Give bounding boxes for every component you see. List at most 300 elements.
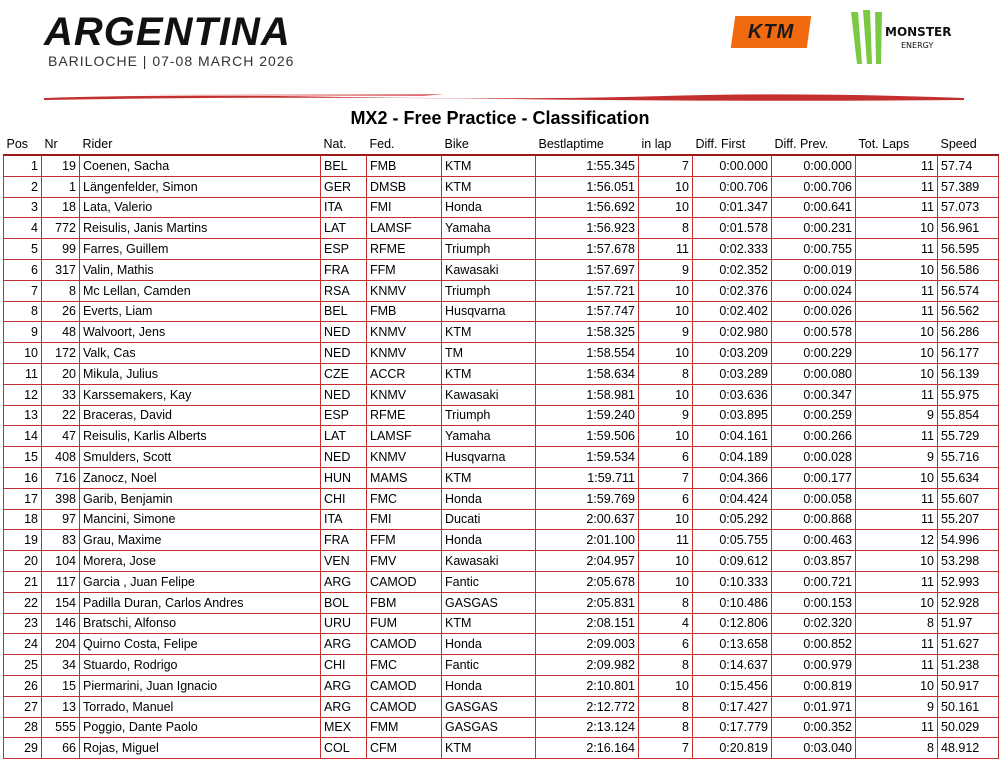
cell-fed: FUM (367, 613, 442, 634)
monster-energy-logo (845, 8, 957, 66)
cell-tot-laps: 10 (856, 343, 938, 364)
cell-pos: 15 (4, 447, 42, 468)
cell-in-lap: 6 (639, 488, 693, 509)
cell-diff-prev: 0:00.028 (772, 447, 856, 468)
event-title: ARGENTINA (44, 10, 291, 54)
cell-speed: 52.993 (938, 571, 999, 592)
cell-nr: 772 (42, 218, 80, 239)
cell-bike: KTM (442, 176, 536, 197)
cell-bike: Honda (442, 675, 536, 696)
cell-rider: Zanocz, Noel (80, 467, 321, 488)
cell-diff-first: 0:00.000 (693, 155, 772, 176)
cell-pos: 10 (4, 343, 42, 364)
cell-rider: Valk, Cas (80, 343, 321, 364)
cell-nr: 15 (42, 675, 80, 696)
cell-pos: 12 (4, 384, 42, 405)
cell-nat: LAT (321, 426, 367, 447)
cell-rider: Coenen, Sacha (80, 155, 321, 176)
cell-pos: 22 (4, 592, 42, 613)
cell-bestlaptime: 1:56.051 (536, 176, 639, 197)
cell-bike: Husqvarna (442, 301, 536, 322)
cell-fed: FMI (367, 509, 442, 530)
cell-rider: Grau, Maxime (80, 530, 321, 551)
table-row (4, 384, 999, 405)
cell-pos: 26 (4, 675, 42, 696)
cell-diff-prev: 0:00.979 (772, 655, 856, 676)
cell-diff-first: 0:10.486 (693, 592, 772, 613)
cell-diff-prev: 0:00.706 (772, 176, 856, 197)
cell-rider: Piermarini, Juan Ignacio (80, 675, 321, 696)
cell-bestlaptime: 2:16.164 (536, 738, 639, 759)
cell-bike: Kawasaki (442, 384, 536, 405)
cell-fed: FMC (367, 488, 442, 509)
cell-speed: 57.74 (938, 155, 999, 176)
cell-nat: VEN (321, 551, 367, 572)
table-row (4, 509, 999, 530)
cell-rider: Rojas, Miguel (80, 738, 321, 759)
cell-diff-first: 0:02.402 (693, 301, 772, 322)
cell-fed: LAMSF (367, 426, 442, 447)
table-row (4, 301, 999, 322)
cell-diff-prev: 0:00.259 (772, 405, 856, 426)
cell-bike: KTM (442, 155, 536, 176)
cell-nat: ARG (321, 675, 367, 696)
cell-diff-prev: 0:00.058 (772, 488, 856, 509)
cell-diff-prev: 0:01.971 (772, 696, 856, 717)
cell-bestlaptime: 1:59.769 (536, 488, 639, 509)
cell-fed: FMB (367, 155, 442, 176)
cell-nr: 172 (42, 343, 80, 364)
cell-in-lap: 9 (639, 322, 693, 343)
table-row (4, 239, 999, 260)
cell-tot-laps: 11 (856, 717, 938, 738)
cell-pos: 14 (4, 426, 42, 447)
cell-diff-prev: 0:00.019 (772, 259, 856, 280)
cell-bike: Ducati (442, 509, 536, 530)
cell-bike: KTM (442, 467, 536, 488)
cell-diff-first: 0:01.578 (693, 218, 772, 239)
cell-pos: 13 (4, 405, 42, 426)
cell-speed: 55.207 (938, 509, 999, 530)
cell-speed: 50.161 (938, 696, 999, 717)
cell-pos: 3 (4, 197, 42, 218)
cell-fed: FFM (367, 259, 442, 280)
table-row (4, 197, 999, 218)
cell-pos: 11 (4, 363, 42, 384)
cell-bike: Fantic (442, 571, 536, 592)
cell-nr: 716 (42, 467, 80, 488)
cell-tot-laps: 11 (856, 301, 938, 322)
cell-bestlaptime: 2:09.982 (536, 655, 639, 676)
cell-diff-prev: 0:00.868 (772, 509, 856, 530)
cell-in-lap: 8 (639, 592, 693, 613)
cell-nat: GER (321, 176, 367, 197)
cell-rider: Mancini, Simone (80, 509, 321, 530)
cell-in-lap: 10 (639, 551, 693, 572)
cell-tot-laps: 11 (856, 155, 938, 176)
cell-fed: CAMOD (367, 571, 442, 592)
cell-nat: ITA (321, 197, 367, 218)
cell-bike: KTM (442, 738, 536, 759)
cell-fed: FMV (367, 551, 442, 572)
cell-tot-laps: 11 (856, 655, 938, 676)
cell-nr: 34 (42, 655, 80, 676)
cell-nr: 66 (42, 738, 80, 759)
cell-pos: 9 (4, 322, 42, 343)
col-header-pos: Pos (4, 134, 42, 155)
cell-tot-laps: 10 (856, 322, 938, 343)
cell-diff-prev: 0:03.040 (772, 738, 856, 759)
cell-fed: CFM (367, 738, 442, 759)
cell-nr: 117 (42, 571, 80, 592)
cell-bike: Yamaha (442, 218, 536, 239)
cell-diff-first: 0:04.161 (693, 426, 772, 447)
cell-fed: CAMOD (367, 696, 442, 717)
cell-in-lap: 10 (639, 571, 693, 592)
cell-bike: Fantic (442, 655, 536, 676)
cell-pos: 4 (4, 218, 42, 239)
cell-rider: Torrado, Manuel (80, 696, 321, 717)
cell-rider: Quirno Costa, Felipe (80, 634, 321, 655)
cell-tot-laps: 11 (856, 571, 938, 592)
cell-diff-first: 0:09.612 (693, 551, 772, 572)
cell-nat: FRA (321, 530, 367, 551)
cell-diff-prev: 0:00.721 (772, 571, 856, 592)
cell-diff-first: 0:04.366 (693, 467, 772, 488)
cell-fed: KNMV (367, 322, 442, 343)
cell-in-lap: 10 (639, 176, 693, 197)
cell-nr: 97 (42, 509, 80, 530)
cell-speed: 56.562 (938, 301, 999, 322)
cell-speed: 55.854 (938, 405, 999, 426)
cell-pos: 25 (4, 655, 42, 676)
cell-speed: 52.928 (938, 592, 999, 613)
cell-diff-first: 0:15.456 (693, 675, 772, 696)
cell-diff-first: 0:03.895 (693, 405, 772, 426)
cell-in-lap: 7 (639, 738, 693, 759)
cell-bike: Triumph (442, 239, 536, 260)
cell-rider: Padilla Duran, Carlos Andres (80, 592, 321, 613)
cell-bike: TM (442, 343, 536, 364)
cell-fed: MAMS (367, 467, 442, 488)
cell-bestlaptime: 1:57.747 (536, 301, 639, 322)
cell-nat: ESP (321, 239, 367, 260)
cell-pos: 7 (4, 280, 42, 301)
page-title: MX2 - Free Practice - Classification (350, 108, 650, 128)
cell-pos: 27 (4, 696, 42, 717)
cell-nat: NED (321, 384, 367, 405)
cell-nr: 33 (42, 384, 80, 405)
cell-diff-prev: 0:03.857 (772, 551, 856, 572)
table-row (4, 343, 999, 364)
cell-speed: 56.286 (938, 322, 999, 343)
cell-bestlaptime: 1:58.325 (536, 322, 639, 343)
cell-tot-laps: 10 (856, 218, 938, 239)
cell-bestlaptime: 1:58.634 (536, 363, 639, 384)
cell-bike: KTM (442, 363, 536, 384)
table-row (4, 447, 999, 468)
cell-speed: 55.716 (938, 447, 999, 468)
cell-tot-laps: 11 (856, 509, 938, 530)
cell-fed: FBM (367, 592, 442, 613)
cell-bike: Honda (442, 488, 536, 509)
cell-nat: BOL (321, 592, 367, 613)
cell-fed: FMB (367, 301, 442, 322)
cell-bestlaptime: 2:05.831 (536, 592, 639, 613)
cell-bestlaptime: 2:09.003 (536, 634, 639, 655)
cell-tot-laps: 10 (856, 675, 938, 696)
cell-fed: KNMV (367, 343, 442, 364)
cell-nat: BEL (321, 155, 367, 176)
cell-tot-laps: 11 (856, 634, 938, 655)
cell-fed: KNMV (367, 447, 442, 468)
cell-rider: Garib, Benjamin (80, 488, 321, 509)
cell-bestlaptime: 1:59.534 (536, 447, 639, 468)
cell-in-lap: 8 (639, 218, 693, 239)
cell-in-lap: 8 (639, 717, 693, 738)
cell-bestlaptime: 1:59.506 (536, 426, 639, 447)
col-header-diff-prev: Diff. Prev. (772, 134, 856, 155)
cell-diff-first: 0:20.819 (693, 738, 772, 759)
cell-bike: Kawasaki (442, 551, 536, 572)
cell-in-lap: 10 (639, 384, 693, 405)
cell-pos: 5 (4, 239, 42, 260)
cell-rider: Mc Lellan, Camden (80, 280, 321, 301)
cell-diff-prev: 0:00.229 (772, 343, 856, 364)
table-row (4, 280, 999, 301)
cell-diff-prev: 0:00.000 (772, 155, 856, 176)
cell-nat: ARG (321, 634, 367, 655)
col-header-rider: Rider (80, 134, 321, 155)
cell-in-lap: 10 (639, 197, 693, 218)
cell-speed: 50.917 (938, 675, 999, 696)
cell-diff-prev: 0:00.177 (772, 467, 856, 488)
col-header-nr: Nr (42, 134, 80, 155)
cell-fed: FMC (367, 655, 442, 676)
cell-bestlaptime: 2:05.678 (536, 571, 639, 592)
cell-tot-laps: 8 (856, 613, 938, 634)
cell-tot-laps: 8 (856, 738, 938, 759)
cell-diff-prev: 0:00.352 (772, 717, 856, 738)
cell-diff-prev: 0:00.231 (772, 218, 856, 239)
cell-rider: Everts, Liam (80, 301, 321, 322)
cell-diff-prev: 0:00.852 (772, 634, 856, 655)
cell-rider: Morera, Jose (80, 551, 321, 572)
cell-nr: 48 (42, 322, 80, 343)
cell-diff-first: 0:04.424 (693, 488, 772, 509)
cell-pos: 21 (4, 571, 42, 592)
cell-rider: Farres, Guillem (80, 239, 321, 260)
cell-fed: FFM (367, 530, 442, 551)
cell-fed: RFME (367, 405, 442, 426)
cell-in-lap: 10 (639, 509, 693, 530)
cell-in-lap: 8 (639, 363, 693, 384)
cell-fed: KNMV (367, 280, 442, 301)
cell-speed: 56.139 (938, 363, 999, 384)
cell-bestlaptime: 1:57.697 (536, 259, 639, 280)
cell-diff-first: 0:03.289 (693, 363, 772, 384)
cell-speed: 51.627 (938, 634, 999, 655)
cell-in-lap: 10 (639, 343, 693, 364)
table-row (4, 155, 999, 176)
cell-speed: 57.389 (938, 176, 999, 197)
cell-nat: RSA (321, 280, 367, 301)
cell-rider: Valin, Mathis (80, 259, 321, 280)
cell-nat: MEX (321, 717, 367, 738)
table-row (4, 363, 999, 384)
cell-speed: 54.996 (938, 530, 999, 551)
table-header-row (4, 134, 999, 155)
cell-tot-laps: 9 (856, 696, 938, 717)
cell-nr: 555 (42, 717, 80, 738)
cell-speed: 56.574 (938, 280, 999, 301)
classification-table (3, 134, 999, 759)
cell-tot-laps: 10 (856, 592, 938, 613)
cell-bike: Husqvarna (442, 447, 536, 468)
cell-diff-first: 0:03.636 (693, 384, 772, 405)
cell-pos: 1 (4, 155, 42, 176)
cell-fed: ACCR (367, 363, 442, 384)
cell-nr: 408 (42, 447, 80, 468)
table-row (4, 613, 999, 634)
table-row (4, 176, 999, 197)
cell-nat: COL (321, 738, 367, 759)
cell-tot-laps: 10 (856, 551, 938, 572)
cell-diff-prev: 0:00.819 (772, 675, 856, 696)
cell-pos: 8 (4, 301, 42, 322)
cell-nat: LAT (321, 218, 367, 239)
cell-tot-laps: 11 (856, 239, 938, 260)
col-header-speed: Speed (938, 134, 999, 155)
cell-bestlaptime: 1:55.345 (536, 155, 639, 176)
cell-rider: Reisulis, Karlis Alberts (80, 426, 321, 447)
cell-speed: 55.975 (938, 384, 999, 405)
cell-fed: DMSB (367, 176, 442, 197)
cell-rider: Reisulis, Janis Martins (80, 218, 321, 239)
cell-speed: 48.912 (938, 738, 999, 759)
cell-diff-first: 0:05.292 (693, 509, 772, 530)
col-header-tot-laps: Tot. Laps (856, 134, 938, 155)
table-row (4, 259, 999, 280)
cell-speed: 57.073 (938, 197, 999, 218)
cell-in-lap: 9 (639, 405, 693, 426)
col-header-diff-first: Diff. First (693, 134, 772, 155)
cell-bike: KTM (442, 322, 536, 343)
cell-pos: 18 (4, 509, 42, 530)
cell-nr: 398 (42, 488, 80, 509)
cell-tot-laps: 11 (856, 176, 938, 197)
table-row (4, 655, 999, 676)
cell-in-lap: 11 (639, 530, 693, 551)
cell-bike: Honda (442, 634, 536, 655)
cell-tot-laps: 11 (856, 384, 938, 405)
cell-tot-laps: 10 (856, 467, 938, 488)
table-row (4, 322, 999, 343)
cell-fed: FMM (367, 717, 442, 738)
cell-nat: BEL (321, 301, 367, 322)
table-row (4, 405, 999, 426)
cell-speed: 51.97 (938, 613, 999, 634)
brush-stroke-divider (44, 92, 964, 102)
cell-fed: RFME (367, 239, 442, 260)
cell-pos: 23 (4, 613, 42, 634)
cell-bike: Triumph (442, 405, 536, 426)
cell-in-lap: 6 (639, 447, 693, 468)
ktm-logo (731, 16, 811, 48)
monster-logo-subtext: ENERGY (901, 41, 934, 50)
cell-pos: 28 (4, 717, 42, 738)
cell-speed: 56.177 (938, 343, 999, 364)
cell-pos: 19 (4, 530, 42, 551)
table-row (4, 717, 999, 738)
cell-nr: 83 (42, 530, 80, 551)
cell-bestlaptime: 2:04.957 (536, 551, 639, 572)
cell-rider: Garcia , Juan Felipe (80, 571, 321, 592)
header (0, 0, 1000, 104)
cell-pos: 29 (4, 738, 42, 759)
cell-nr: 22 (42, 405, 80, 426)
cell-in-lap: 10 (639, 426, 693, 447)
cell-diff-first: 0:12.806 (693, 613, 772, 634)
cell-nr: 20 (42, 363, 80, 384)
cell-in-lap: 10 (639, 280, 693, 301)
cell-in-lap: 9 (639, 259, 693, 280)
table-row (4, 571, 999, 592)
cell-speed: 51.238 (938, 655, 999, 676)
cell-diff-prev: 0:00.266 (772, 426, 856, 447)
cell-diff-first: 0:14.637 (693, 655, 772, 676)
cell-bike: GASGAS (442, 592, 536, 613)
cell-pos: 17 (4, 488, 42, 509)
cell-rider: Bratschi, Alfonso (80, 613, 321, 634)
cell-fed: CAMOD (367, 675, 442, 696)
cell-bestlaptime: 1:59.240 (536, 405, 639, 426)
cell-tot-laps: 9 (856, 447, 938, 468)
cell-nr: 26 (42, 301, 80, 322)
cell-diff-first: 0:13.658 (693, 634, 772, 655)
cell-fed: LAMSF (367, 218, 442, 239)
cell-speed: 55.634 (938, 467, 999, 488)
cell-diff-prev: 0:00.153 (772, 592, 856, 613)
cell-bestlaptime: 2:12.772 (536, 696, 639, 717)
cell-in-lap: 7 (639, 155, 693, 176)
cell-bestlaptime: 1:58.981 (536, 384, 639, 405)
cell-fed: FMI (367, 197, 442, 218)
cell-rider: Poggio, Dante Paolo (80, 717, 321, 738)
cell-nat: ARG (321, 696, 367, 717)
cell-nr: 13 (42, 696, 80, 717)
table-row (4, 467, 999, 488)
cell-pos: 20 (4, 551, 42, 572)
cell-fed: KNMV (367, 384, 442, 405)
cell-rider: Stuardo, Rodrigo (80, 655, 321, 676)
cell-nat: ESP (321, 405, 367, 426)
cell-diff-first: 0:04.189 (693, 447, 772, 468)
cell-pos: 6 (4, 259, 42, 280)
table-body (4, 155, 999, 759)
cell-rider: Smulders, Scott (80, 447, 321, 468)
cell-bestlaptime: 1:57.721 (536, 280, 639, 301)
cell-bike: Yamaha (442, 426, 536, 447)
cell-nr: 317 (42, 259, 80, 280)
cell-diff-prev: 0:00.641 (772, 197, 856, 218)
cell-tot-laps: 11 (856, 488, 938, 509)
cell-rider: Karssemakers, Kay (80, 384, 321, 405)
cell-bestlaptime: 1:57.678 (536, 239, 639, 260)
cell-speed: 56.961 (938, 218, 999, 239)
cell-pos: 16 (4, 467, 42, 488)
cell-diff-first: 0:02.333 (693, 239, 772, 260)
